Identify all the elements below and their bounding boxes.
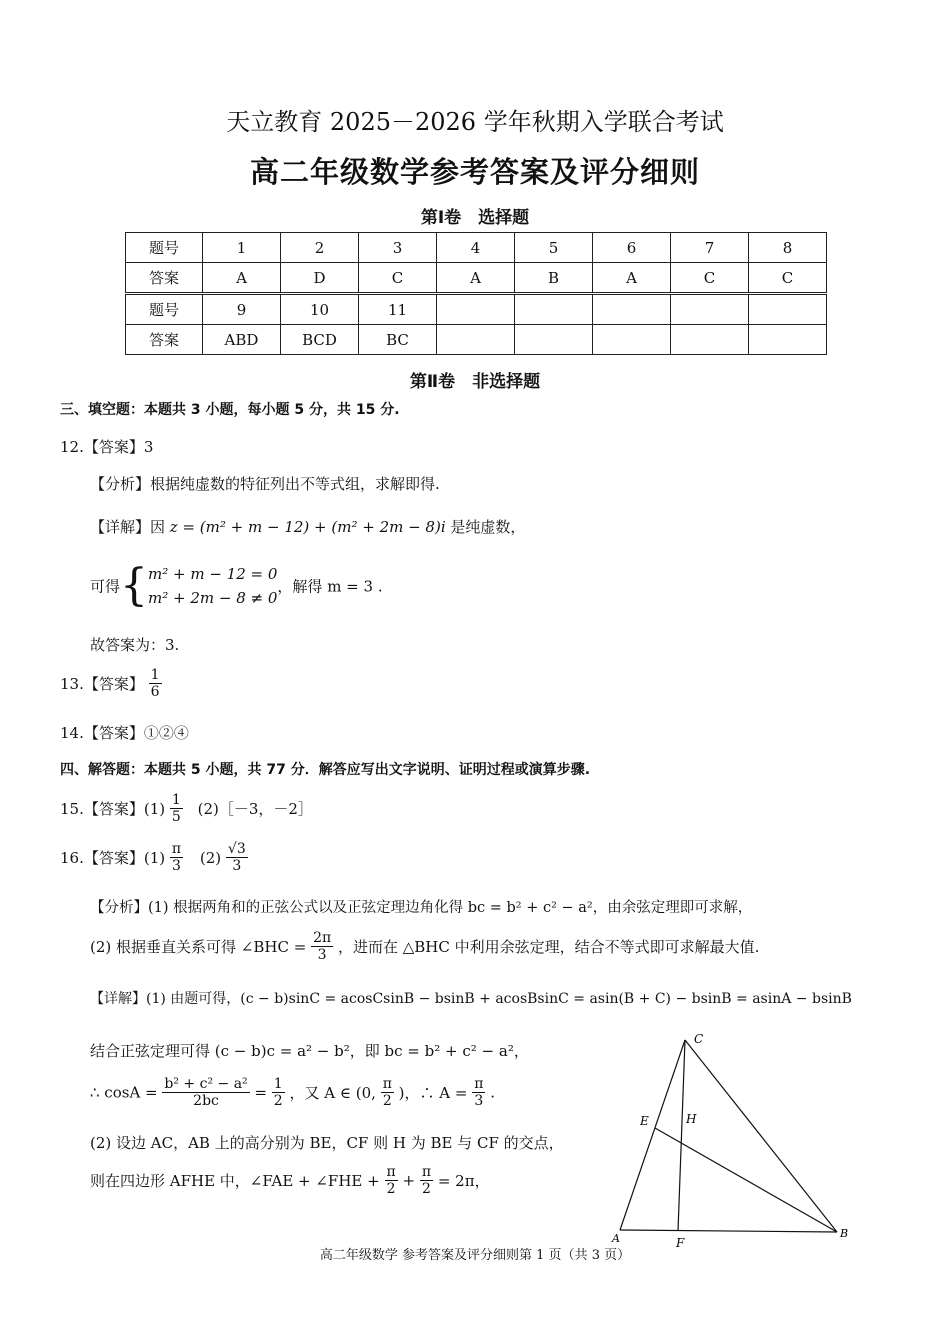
side-ac	[620, 1040, 685, 1230]
q13-label: 13.【答案】	[60, 675, 144, 694]
q16-p2-label: (2)	[199, 848, 222, 867]
fraction-numerator: b² + c² − a²	[164, 1076, 248, 1092]
triangle-figure	[600, 1025, 860, 1250]
row-label: 答案	[126, 325, 203, 355]
table-cell: B	[515, 263, 593, 293]
row-label: 答案	[126, 263, 203, 293]
brace-symbol: {	[120, 560, 149, 611]
table-cell: A	[437, 263, 515, 293]
q12-answer: 12.【答案】3	[60, 438, 154, 456]
table-cell: A	[593, 263, 671, 293]
q12-system	[90, 562, 383, 610]
table-cell: D	[281, 263, 359, 293]
q12-detail	[90, 516, 525, 537]
q13-answer	[60, 667, 162, 700]
q16-detail3-fraction-4	[472, 1076, 485, 1109]
q16-detail5-b: +	[402, 1171, 416, 1190]
q16-analysis-1: 【分析】(1) 根据两角和的正弦公式以及正弦定理边角化得 bc = b² + c² − a²，由余弦定理即可求解，	[90, 900, 753, 916]
q12-analysis: 【分析】根据纯虚数的特征列出不等式组，求解即得.	[90, 475, 440, 493]
q12-system-prefix: 可得	[90, 577, 121, 596]
q15-label: 15.【答案】(1)	[60, 800, 166, 819]
fraction-denominator: 2	[273, 1093, 283, 1110]
label-a: A	[612, 1232, 620, 1245]
q16-detail3-fraction-1	[162, 1076, 249, 1109]
q16-analysis2-b: ，进而在 △BHC 中利用余弦定理，结合不等式即可求解最大值.	[337, 938, 760, 957]
fraction-numerator: 1	[150, 667, 160, 683]
altitude-cf	[678, 1040, 685, 1231]
table-cell: 4	[437, 233, 515, 263]
table-cell: A	[203, 263, 281, 293]
q16-detail3-b: =	[254, 1083, 268, 1102]
q12-eq1: m² + m − 12 = 0	[148, 565, 278, 583]
q16-detail3-a: ∴ cosA =	[90, 1083, 158, 1102]
table-cell: 11	[359, 295, 437, 325]
fraction-numerator: √3	[227, 841, 246, 857]
fraction-numerator: 1	[273, 1076, 283, 1092]
exam-title: 天立教育 2025－2026 学年秋期入学联合考试	[226, 108, 724, 136]
q12-conclusion: 故答案为：3.	[90, 636, 180, 654]
q12-equations	[148, 562, 277, 610]
fraction-denominator: 3	[232, 858, 242, 875]
section3-heading: 三、填空题：本题共 3 小题，每小题 5 分，共 15 分.	[60, 402, 400, 418]
table-cell: ABD	[203, 325, 281, 355]
table-cell: 2	[281, 233, 359, 263]
q12-detail-prefix: 【详解】因	[90, 518, 166, 536]
table-cell: 9	[203, 295, 281, 325]
fraction-denominator: 6	[150, 684, 160, 701]
fraction-denominator: 2	[386, 1181, 396, 1198]
q16-fraction-2	[226, 841, 248, 874]
table-cell: 6	[593, 233, 671, 263]
fraction-numerator: π	[382, 1076, 392, 1092]
q15-part2: (2)［－3，－2］	[197, 800, 313, 819]
table-row	[126, 295, 827, 325]
q12-solve: ，解得 m = 3 .	[277, 577, 383, 596]
altitude-be	[655, 1128, 837, 1232]
fraction-denominator: 3	[172, 858, 181, 875]
page-footer: 高二年级数学 参考答案及评分细则第 1 页（共 3 页）	[319, 1248, 631, 1263]
q16-detail3-fraction-3	[381, 1076, 394, 1109]
table-cell	[749, 325, 827, 355]
side-bc	[685, 1040, 837, 1232]
table-cell	[671, 325, 749, 355]
fraction-denominator: 2bc	[193, 1093, 219, 1110]
q16-detail3-e: .	[490, 1083, 496, 1102]
fraction-numerator: π	[421, 1164, 432, 1180]
table-cell	[593, 295, 671, 325]
table-cell	[671, 295, 749, 325]
table-cell: BC	[359, 325, 437, 355]
table-cell	[593, 325, 671, 355]
part2-heading: 第Ⅱ卷 非选择题	[409, 372, 541, 392]
table-cell: 8	[749, 233, 827, 263]
table-cell	[515, 325, 593, 355]
fraction-denominator: 3	[317, 947, 327, 964]
table-row	[126, 263, 827, 293]
label-c: C	[694, 1032, 704, 1046]
q12-detail-formula: z = (m² + m − 12) + (m² + 2m − 8)i	[169, 518, 446, 536]
q16-detail-2: 结合正弦定理可得 (c − b)c = a² − b²，即 bc = b² + c² − a²，	[90, 1042, 529, 1060]
table-cell	[515, 295, 593, 325]
table-cell	[749, 295, 827, 325]
side-ab	[620, 1230, 837, 1232]
q16-detail3-c: ，又 A ∈ (0,	[289, 1084, 376, 1103]
q12-detail-suffix: 是纯虚数，	[450, 518, 526, 536]
q16-analysis2-fraction	[311, 930, 333, 963]
table-cell: 1	[203, 233, 281, 263]
fraction-numerator: 2π	[313, 930, 332, 946]
q15-fraction	[170, 792, 183, 825]
q16-fraction-1	[170, 841, 183, 874]
table-cell: 10	[281, 295, 359, 325]
fraction-denominator: 2	[382, 1093, 392, 1110]
table-cell	[437, 325, 515, 355]
q16-detail5-fraction-2	[420, 1164, 433, 1197]
table-row	[126, 325, 827, 355]
q16-detail-3	[90, 1076, 495, 1109]
fraction-denominator: 2	[421, 1181, 431, 1198]
answer-table-2	[125, 294, 827, 355]
document-title: 高二年级数学参考答案及评分细则	[249, 155, 700, 189]
q16-analysis2-a: (2) 根据垂直关系可得 ∠BHC =	[90, 938, 307, 957]
fraction-denominator: 5	[171, 809, 181, 826]
q16-detail-5	[90, 1164, 490, 1197]
label-e: E	[640, 1114, 649, 1128]
q16-detail-1: 【详解】(1) 由题可得，(c − b)sinC = acosCsinB − bsinB + acosBsinC = asin(B + C) − bsinB = asinA − bsinB	[90, 991, 852, 1007]
q15-answer	[60, 792, 313, 825]
q12-eq2: m² + 2m − 8 ≠ 0	[148, 589, 278, 607]
q14-answer: 14.【答案】①②④	[60, 724, 189, 742]
part1-heading: 第Ⅰ卷 选择题	[420, 208, 530, 228]
q13-fraction	[149, 667, 162, 700]
table-cell: BCD	[281, 325, 359, 355]
q16-detail3-fraction-2	[272, 1076, 285, 1109]
fraction-numerator: π	[386, 1164, 396, 1180]
table-cell: 3	[359, 233, 437, 263]
q16-detail5-a: 则在四边形 AFHE 中，∠FAE + ∠FHE +	[90, 1172, 380, 1191]
table-cell: 5	[515, 233, 593, 263]
fraction-numerator: 1	[171, 792, 181, 808]
table-cell: C	[671, 263, 749, 293]
label-f: F	[676, 1236, 685, 1250]
table-cell	[437, 295, 515, 325]
fraction-numerator: π	[171, 841, 182, 857]
row-label: 题号	[126, 295, 203, 325]
label-b: B	[840, 1227, 849, 1240]
section4-heading: 四、解答题：本题共 5 小题，共 77 分．解答应写出文字说明、证明过程或演算步骤.	[60, 762, 591, 778]
q16-detail3-d: )，∴ A =	[398, 1084, 468, 1103]
q16-label: 16.【答案】(1)	[60, 849, 166, 868]
q16-answer	[60, 841, 248, 874]
table-cell: C	[359, 263, 437, 293]
label-h: H	[686, 1112, 697, 1126]
q16-analysis-2	[90, 930, 759, 963]
answer-table-1	[125, 232, 827, 293]
fraction-denominator: 3	[474, 1093, 484, 1110]
q16-detail-4: (2) 设边 AC，AB 上的高分别为 BE，CF 则 H 为 BE 与 CF 的交点，	[90, 1134, 564, 1152]
table-cell: C	[749, 263, 827, 293]
fraction-numerator: π	[474, 1076, 484, 1092]
row-label: 题号	[126, 233, 203, 263]
q16-detail5-c: = 2π，	[437, 1172, 490, 1191]
table-cell: 7	[671, 233, 749, 263]
q16-detail5-fraction-1	[385, 1164, 398, 1197]
table-row	[126, 233, 827, 263]
